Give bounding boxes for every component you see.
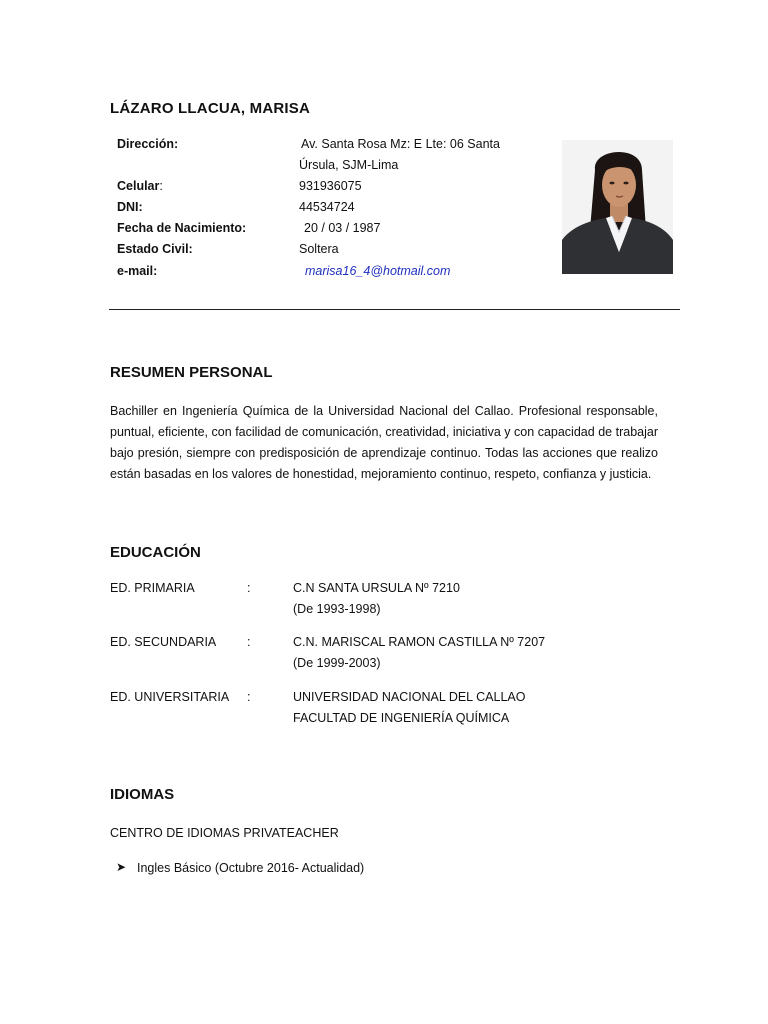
summary-title: RESUMEN PERSONAL bbox=[110, 364, 273, 381]
address-line-1: Av. Santa Rosa Mz: E Lte: 06 Santa bbox=[301, 137, 500, 151]
education-level: ED. SECUNDARIA bbox=[110, 635, 217, 649]
education-school: C.N. MARISCAL RAMON CASTILLA Nº 7207 bbox=[293, 635, 546, 649]
address-label: Dirección: bbox=[117, 137, 179, 151]
education-faculty: FACULTAD DE INGENIERÍA QUÍMICA bbox=[293, 711, 510, 725]
header-divider bbox=[109, 309, 680, 310]
education-years: (De 1999-2003) bbox=[293, 656, 381, 670]
education-school: UNIVERSIDAD NACIONAL DEL CALLAO bbox=[293, 690, 526, 704]
summary-text: Bachiller en Ingeniería Química de la Universidad Nacional del Callao. Profesional responsable, puntual, eficiente, con facilidad de comunicación, creatividad, iniciativa y con capacidad de trabajar bajo presión, siempre con predisposición de aprendizaje continuo. Todas las acciones que realizo están basadas en los valores de honestidad, mejoramiento continuo, respeto, confianza y justicia. bbox=[110, 404, 658, 481]
email-label: e-mail: bbox=[117, 264, 158, 278]
language-item: Ingles Básico (Octubre 2016- Actualidad) bbox=[137, 861, 365, 875]
civil-status-value: Soltera bbox=[299, 242, 339, 256]
language-center: CENTRO DE IDIOMAS PRIVATEACHER bbox=[110, 826, 339, 840]
birthdate-value: 20 / 03 / 1987 bbox=[304, 221, 381, 235]
civil-status-label: Estado Civil: bbox=[117, 242, 193, 256]
education-years: (De 1993-1998) bbox=[293, 602, 381, 616]
education-title: EDUCACIÓN bbox=[110, 544, 201, 561]
cv-name: LÁZARO LLACUA, MARISA bbox=[110, 100, 311, 117]
birthdate-label: Fecha de Nacimiento: bbox=[117, 221, 247, 235]
education-colon: : bbox=[247, 690, 251, 704]
education-level: ED. PRIMARIA bbox=[110, 581, 195, 595]
profile-photo bbox=[562, 140, 673, 274]
education-school: C.N SANTA URSULA Nº 7210 bbox=[293, 581, 460, 595]
education-level: ED. UNIVERSITARIA bbox=[110, 690, 230, 704]
phone-value: 931936075 bbox=[299, 179, 362, 193]
education-colon: : bbox=[247, 581, 251, 595]
education-colon: : bbox=[247, 635, 251, 649]
languages-title: IDIOMAS bbox=[110, 786, 175, 803]
address-line-2: Úrsula, SJM-Lima bbox=[299, 158, 399, 172]
bullet-arrow-icon: ➤ bbox=[116, 860, 127, 874]
dni-label: DNI: bbox=[117, 200, 143, 214]
email-link[interactable]: marisa16_4@hotmail.com bbox=[305, 264, 451, 278]
dni-value: 44534724 bbox=[299, 200, 355, 214]
phone-label: Celular: bbox=[117, 179, 163, 193]
